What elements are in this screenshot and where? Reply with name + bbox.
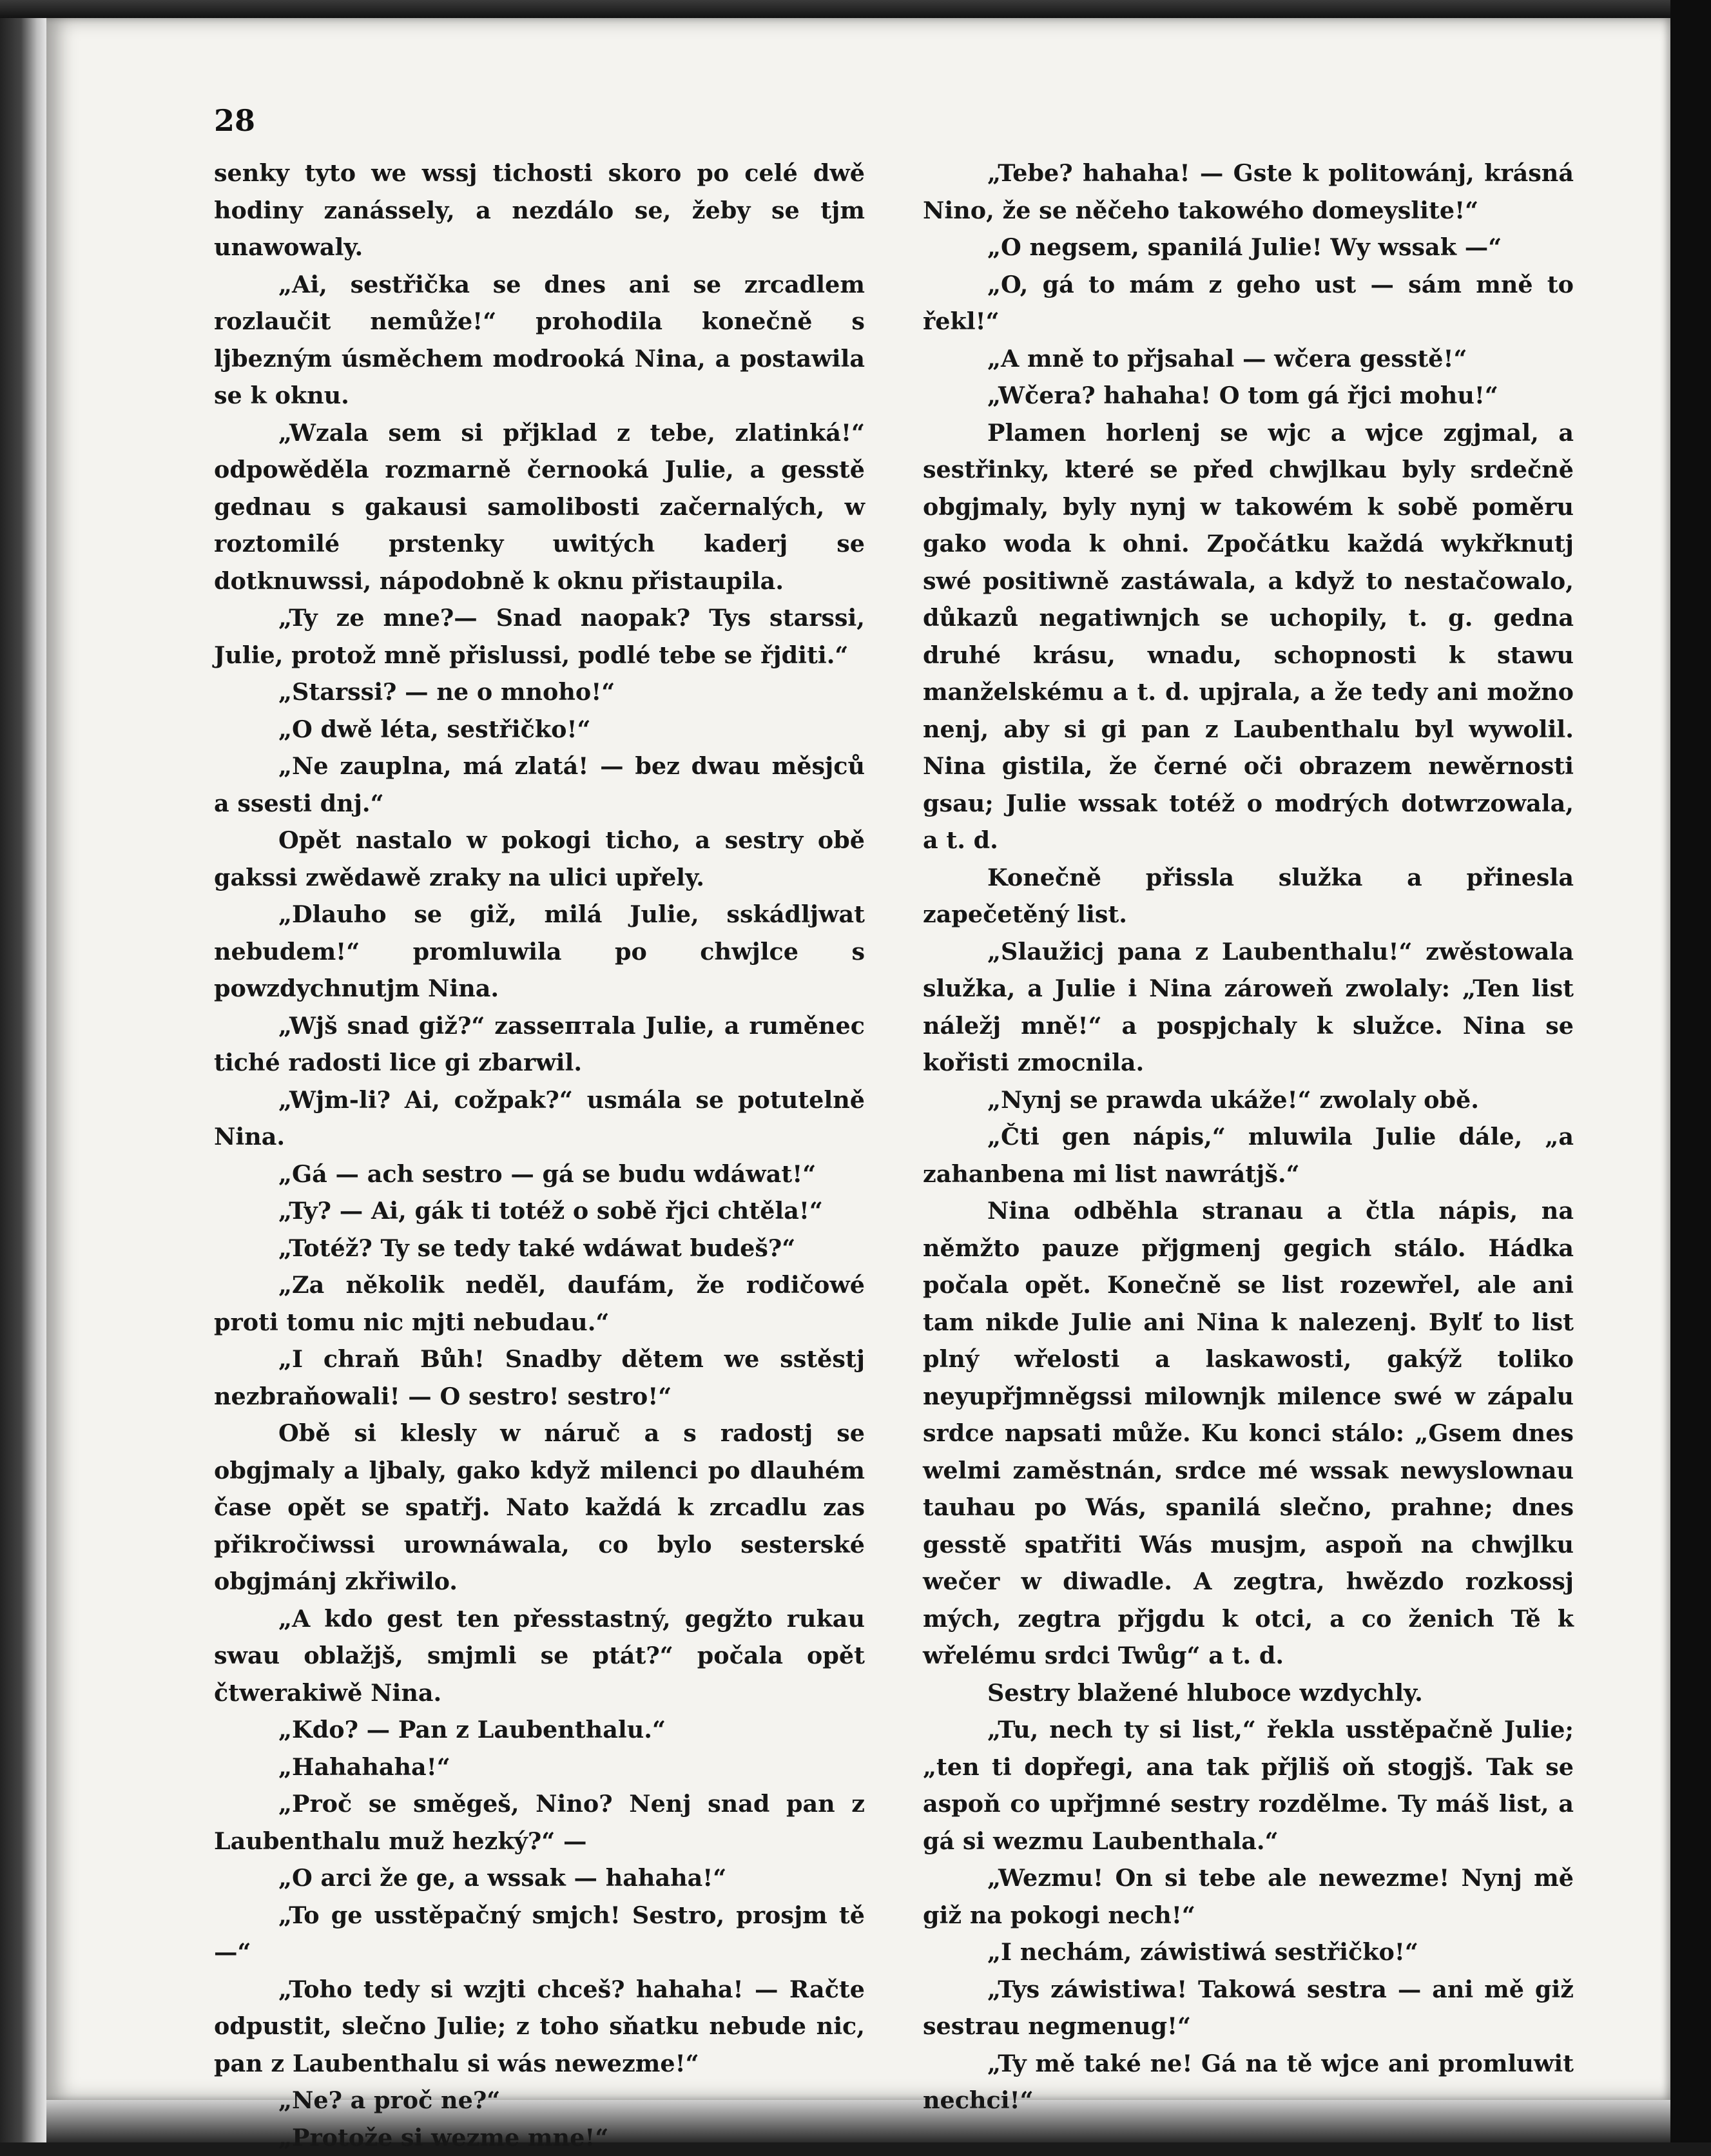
paragraph: „Za několik neděl, daufám, že rodičowé proti tomu nic mjti nebudau.“ — [214, 1267, 865, 1341]
paragraph: „Totéž? Ty se tedy také wdáwat budeš?“ — [214, 1230, 865, 1267]
paragraph: Nina odběhla stranau a čtla nápis, na němžto pauze přjgmenj gegich stálo. Hádka počala opět. Konečně se list rozewřel, ale ani tam nikde Julie ani Nina k nalezenj. Bylť to list plný wřelosti a laskawosti, gakýž toliko neyupřjmněgssi milownjk milence swé w zápalu srdce napsati může. Ku konci stálo: „Gsem dnes welmi zaměstnán, srdce mé wssak newyslownau tauhau po Wás, spanilá slečno, prahne; dnes gesstě spatřiti Wás musjm, aspoň na chwjlku wečer w diwadle. A zegtra, hwězdo rozkossj mých, zegtra přjgdu k otci, a co ženich Tě k wřelému srdci Twůg“ a t. d. — [923, 1192, 1574, 1675]
paragraph: „Čti gen nápis,“ mluwila Julie dále, „a zahanbena mi list nawrátjš.“ — [923, 1118, 1574, 1192]
paragraph: senky tyto we wssj tichosti skoro po celé dwě hodiny zanássely, a nezdálo se, žeby se tjm unawowaly. — [214, 155, 865, 266]
paragraph: „Slaužicj pana z Laubenthalu!“ zwěstowala služka, a Julie i Nina zároweň zwolaly: „Ten list náležj mně!“ a pospjchaly k služce. Nina se kořisti zmocnila. — [923, 933, 1574, 1082]
paragraph: „Hahahaha!“ — [214, 1749, 865, 1786]
paragraph: „Ai, sestřička se dnes ani se zrcadlem rozlaučit nemůže!“ prohodila konečně s ljbezným úsměchem modrooká Nina, a postawila se k oknu. — [214, 266, 865, 414]
paragraph: „Wjš snad giž?“ zassептala Julie, a ruměnec tiché radosti lice gi zbarwil. — [214, 1007, 865, 1082]
paragraph: „Toho tedy si wzjti chceš? hahaha! — Račte odpustit, slečno Julie; z toho sňatku nebude nic, pan z Laubenthalu si wás newezme!“ — [214, 1971, 865, 2083]
scan-right-margin — [1670, 0, 1711, 2142]
left-text-column — [214, 155, 865, 2156]
paragraph: „O, gá to mám z geho ust — sám mně to řekl!“ — [923, 266, 1574, 340]
book-binding — [0, 18, 46, 2142]
paragraph: „Proč se směgeš, Nino? Nenj snad pan z Laubenthalu muž hezký?“ — — [214, 1785, 865, 1860]
paragraph: „Wčera? hahaha! O tom gá řjci mohu!“ — [923, 377, 1574, 414]
paragraph: „Tu, nech ty si list,“ řekla usstěpačně Julie; „ten ti dopřegi, ana tak přjliš oň stogjš. Tak se aspoň co upřjmné sestry rozdělme. Ty máš list, a gá si wezmu Laubenthala.“ — [923, 1711, 1574, 1860]
paragraph: „Wezmu! On si tebe ale newezme! Nynj mě giž na pokogi nech!“ — [923, 1860, 1574, 1934]
paragraph: „Ty ze mne?— Snad naopak? Tys starssi, Julie, protož mně přislussi, podlé tebe se řjditi.“ — [214, 599, 865, 674]
paragraph: „Tys záwistiwa! Takowá sestra — ani mě giž sestrau negmenug!“ — [923, 1971, 1574, 2045]
paragraph: „I chraň Bůh! Snadby dětem we sstěstj nezbraňowali! — O sestro! sestro!“ — [214, 1341, 865, 1415]
paragraph: „O arci že ge, a wssak — hahaha!“ — [214, 1860, 865, 1897]
paragraph: „Wjm-li? Ai, cožpak?“ usmála se potutelně Nina. — [214, 1082, 865, 1156]
paragraph: Sestry blažené hluboce wzdychly. — [923, 1675, 1574, 1712]
paragraph: „A mně to přjsahal — wčera gesstě!“ — [923, 340, 1574, 378]
paragraph: „Ty mě také ne! Gá na tě wjce ani promluwit nechci!“ — [923, 2045, 1574, 2119]
page-top-edge — [0, 0, 1711, 18]
paragraph: „Nynj se prawda ukáže!“ zwolaly obě. — [923, 1082, 1574, 1119]
paragraph: Plamen horlenj se wjc a wjce zgjmal, a sestřinky, které se před chwjlkau byly srdečně obgjmaly, byly nynj w takowém k sobě poměru gako woda k ohni. Zpočátku každá wykřknutj swé positiwně zastáwala, a když to nestačowalo, důkazů negatiwnjch se uchopily, t. g. gedna druhé krásu, wnadu, schopnosti k stawu manželskému a t. d. upjrala, a že tedy ani možno nenj, aby si gi pan z Laubenthalu byl wywolil. Nina gistila, že černé oči obrazem newěrnosti gsau; Julie wssak totéž o modrých dotwrzowala, a t. d. — [923, 414, 1574, 859]
paragraph: „A kdo gest ten přesstastný, gegžto rukau swau oblažjš, smjmli se ptát?“ počala opět čtwerakiwě Nina. — [214, 1600, 865, 1712]
paragraph: „Starssi? — ne o mnoho!“ — [214, 674, 865, 711]
paragraph: „Gá — ach sestro — gá se budu wdáwat!“ — [214, 1156, 865, 1193]
right-text-column — [923, 155, 1574, 2119]
paragraph: „Ne zauplna, má zlatá! — bez dwau měsjců a ssesti dnj.“ — [214, 748, 865, 822]
paragraph: Obě si klesly w náruč a s radostj se obgjmaly a ljbaly, gako když milenci po dlauhém čase opět se spatřj. Nato každá k zrcadlu zas přikročiwssi urownáwala, co bylo sesterské obgjmánj zkřiwilo. — [214, 1415, 865, 1600]
paragraph: „To ge usstěpačný smjch! Sestro, prosjm tě —“ — [214, 1897, 865, 1971]
paragraph: „O dwě léta, sestřičko!“ — [214, 711, 865, 748]
paragraph: „Dlauho se giž, milá Julie, sskádljwat nebudem!“ promluwila po chwjlce s powzdychnutjm Nina. — [214, 896, 865, 1007]
paragraph: „Protože si wezme mne!“ — [214, 2119, 865, 2156]
paragraph: „I nechám, záwistiwá sestřičko!“ — [923, 1934, 1574, 1971]
paragraph: „Ne? a proč ne?“ — [214, 2082, 865, 2119]
paragraph: „Wzala sem si přjklad z tebe, zlatinká!“ odpowěděla rozmarně černooká Julie, a gesstě gednau s gakausi samolibosti začernalých, w roztomilé prstenky uwitých kaderj se dotknuwssi, nápodobně k oknu přistaupila. — [214, 414, 865, 600]
paragraph: Konečně přissla služka a přinesla zapečetěný list. — [923, 859, 1574, 933]
paragraph: „O negsem, spanilá Julie! Wy wssak —“ — [923, 229, 1574, 266]
paragraph: „Ty? — Ai, gák ti totéž o sobě řjci chtěla!“ — [214, 1192, 865, 1230]
paragraph: „Kdo? — Pan z Laubenthalu.“ — [214, 1711, 865, 1749]
page-number: 28 — [214, 103, 255, 138]
paragraph: Opět nastalo w pokogi ticho, a sestry obě gakssi zwědawě zraky na ulici upřely. — [214, 822, 865, 896]
paragraph: „Tebe? hahaha! — Gste k politowánj, krásná Nino, že se něčeho takowého domeyslite!“ — [923, 155, 1574, 229]
